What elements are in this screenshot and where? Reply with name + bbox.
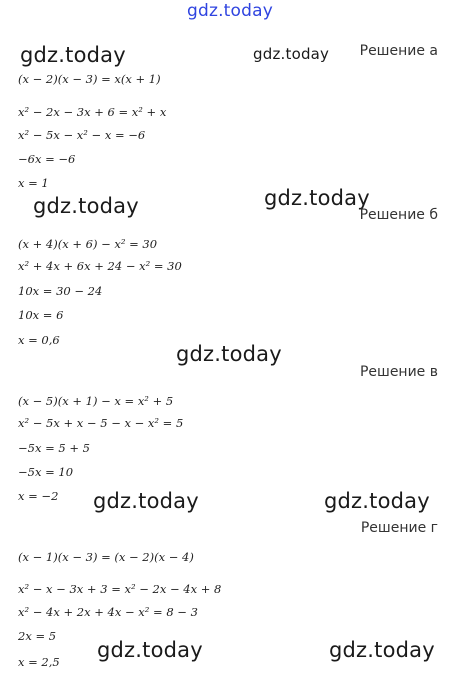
equation-line: −5x = 10 [18, 465, 74, 479]
watermark: gdz.today [329, 638, 435, 662]
watermark: gdz.today [33, 194, 139, 218]
equation-line: x = 1 [18, 176, 49, 190]
equation-line: x = 2,5 [18, 655, 60, 669]
solution-heading-d: Решение г [360, 520, 438, 536]
solution-heading-a: Решение а [359, 43, 438, 59]
watermark: gdz.today [176, 342, 282, 366]
watermark: gdz.today [264, 186, 370, 210]
equation-line: x² − 5x + x − 5 − x − x² = 5 [18, 416, 184, 430]
watermark: gdz.today [20, 43, 126, 67]
solution-heading-c: Решение в [359, 364, 438, 380]
watermark: gdz.today [97, 638, 203, 662]
site-logo[interactable]: gdz.today [186, 1, 274, 21]
equation-line: (x − 5)(x + 1) − x = x² + 5 [18, 394, 174, 408]
equation-line: x² − x − 3x + 3 = x² − 2x − 4x + 8 [18, 582, 222, 596]
equation-line: x² − 2x − 3x + 6 = x² + x [18, 105, 167, 119]
equation-line: x = −2 [18, 489, 59, 503]
equation-line: x = 0,6 [18, 333, 60, 347]
watermark: gdz.today [324, 489, 430, 513]
equation-line: −6x = −6 [18, 152, 76, 166]
equation-line: 10x = 30 − 24 [18, 284, 103, 298]
equation-line: x² − 5x − x² − x = −6 [18, 128, 146, 142]
equation-line: (x + 4)(x + 6) − x² = 30 [18, 237, 158, 251]
solution-heading-b: Решение б [359, 207, 438, 223]
equation-line: (x − 2)(x − 3) = x(x + 1) [18, 72, 161, 86]
equation-line: (x − 1)(x − 3) = (x − 2)(x − 4) [18, 550, 194, 564]
equation-line: x² − 4x + 2x + 4x − x² = 8 − 3 [18, 605, 198, 619]
equation-line: −5x = 5 + 5 [18, 441, 90, 455]
equation-line: 10x = 6 [18, 308, 64, 322]
watermark: gdz.today [253, 45, 330, 63]
equation-line: x² + 4x + 6x + 24 − x² = 30 [18, 259, 182, 273]
watermark: gdz.today [93, 489, 199, 513]
equation-line: 2x = 5 [18, 629, 57, 643]
